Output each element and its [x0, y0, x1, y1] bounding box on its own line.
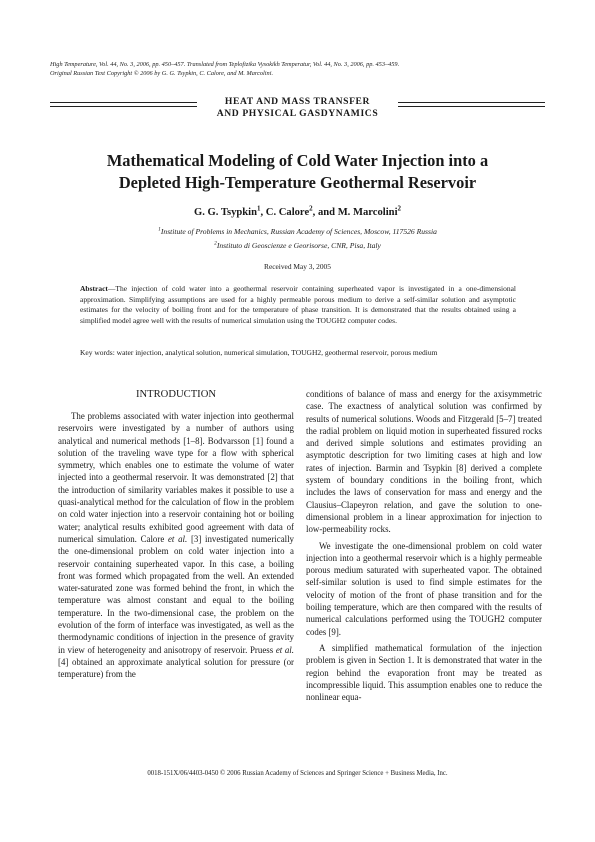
introduction-heading: INTRODUCTION	[135, 389, 217, 400]
paper-title-line-1: Mathematical Modeling of Cold Water Injection into a	[106, 151, 489, 170]
intro-paragraph-2: We investigate the one-dimensional problem on cold water injection into a geothermal reservoir which is a highly permeable porous medium saturated with superheated vapor. The obtained self-similar solution is used to find simple estimates for the velocity of motion of the front of phase transition and for the boiling temperature, which are then compared with the results of numerical calculations performed using the TOUGH2 computer codes [9].	[306, 540, 542, 637]
author-separator: ,	[260, 207, 266, 218]
author-1: G. G. Tsypkin	[193, 207, 257, 218]
intro-paragraph-1	[58, 410, 294, 681]
intro-paragraph-1-text: The problems associated with water injection into geothermal reservoirs were investigated by a number of authors using analytical and numerical methods [1–8]. Bodvarsson [1] found a solution of the traveling wave type for a flow with spherical symmetry, which enables one to estimate the volume of water injected into a geothermal reservoir. It was demonstrated [2] that the introduction of similarity variables makes it possible to use a quasi-analytical method for the calculation of flow in the problem on cold water injection into a reservoir containing hot or boiling water; analytical results exhibited good agreement with data of numerical simulation. Calore	[58, 411, 294, 544]
section-heading-line-2: AND PHYSICAL GASDYNAMICS	[216, 108, 379, 119]
keywords	[80, 348, 516, 359]
abstract	[80, 284, 516, 327]
intro-paragraph-3: A simplified mathematical formulation of the injection problem is given in Section 1. It is demonstrated that water in the region behind the evaporation front may be treated as incompressible liquid. This assumption enables one to reduce the nonlinear equa-	[306, 642, 542, 703]
affiliation-2-mark: 2	[214, 240, 217, 247]
intro-paragraph-1-continued: conditions of balance of mass and energy for the axisymmetric case. The exactness of analytical solution was confirmed by results of numerical solutions. Woods and Fitzgerald [5–7] treated the radial problem on liquid motion in superheated fissured rocks and derived simple solutions and estimates providing an asymptotic description for two limiting cases at high and low rates of injection. Barmin and Tsypkin [8] derived a complete system of boundary conditions in the boiling front, which includes the laws of conservation for mass and energy and the Clausius–Clapeyron relation, and gave the solution to one-dimensional problem in a linear approximation for injection to low-permeability rocks.	[306, 389, 542, 535]
author-1-affil-mark: 1	[257, 204, 261, 213]
affiliation-2-text: Instituto di Geoscienze e Georisorse, CNR, Pisa, Italy	[216, 241, 381, 250]
abstract-text: —The injection of cold water into a geothermal reservoir containing superheated vapor is investigated in a one-dimensional approximation. Simplifying assumptions are used for a highly permeable porous medium to derive a self-similar solution and asymptotic estimates for the velocity of boiling front and for the temperature of phase transition. It is demonstrated that the results obtained using a simplified model agree well with the results of numerical simulation using the TOUGH2 computer codes.	[80, 284, 516, 326]
intro-paragraph-1-text: [4] obtained an approximate analytical solution for pressure (or temperature) from the	[58, 656, 294, 680]
affiliation-1	[0, 226, 595, 237]
affiliation-2	[0, 240, 595, 251]
running-header-line-1: High Temperature, Vol. 44, No. 3, 2006, pp. 450–457. Translated from Teplofizika Vysokikh Temperatur, Vol. 44, No. 3, 2006, pp. 453–459.	[50, 61, 400, 68]
intro-paragraph-1-emphasis: et al.	[275, 644, 294, 655]
section-heading-line-1: HEAT AND MASS TRANSFER	[224, 96, 371, 107]
author-list	[0, 204, 595, 218]
intro-paragraph-1-emphasis: et al.	[167, 533, 188, 544]
copyright-footer: 0018-151X/06/4403-0450 © 2006 Russian Academy of Sciences and Springer Science + Business Media, Inc.	[147, 770, 448, 777]
running-header-line-2: Original Russian Text Copyright © 2006 by G. G. Tsypkin, C. Calore, and M. Marcolini.	[50, 70, 274, 77]
affiliation-1-text: Institute of Problems in Mechanics, Russian Academy of Sciences, Moscow, 117526 Russia	[160, 227, 437, 236]
paper-title-line-2: Depleted High-Temperature Geothermal Reservoir	[118, 173, 477, 192]
author-2-affil-mark: 2	[309, 204, 313, 213]
author-3-affil-mark: 2	[397, 204, 402, 213]
affiliation-1-mark: 1	[158, 226, 161, 233]
intro-paragraph-1-text: [3] investigated numerically the one-dimensional problem on cold water injection into a reservoir containing superheated vapor. In this case, a boiling front was formed which propagated from the well. An extended water-saturated zone was formed behind the front, in which the temperature was almost constant and equal to the boiling temperature. In the two-dimensional case, the problem on the evolution of the form of interface was investigated, as well as the thermodynamic conditions of injection in the presence of gravity in view of heterogeneity and anisotropy of reservoir. Pruess	[58, 533, 294, 655]
keywords-label: Key words:	[80, 348, 115, 357]
author-separator: , and	[312, 207, 338, 218]
author-3: M. Marcolini	[337, 207, 398, 218]
received-date: Received May 3, 2005	[264, 262, 331, 271]
abstract-label: Abstract	[80, 284, 108, 293]
paper-title	[40, 150, 555, 194]
keywords-text: water injection, analytical solution, numerical simulation, TOUGH2, geothermal reservoir, porous medium	[114, 348, 438, 357]
body-column-left	[58, 410, 294, 681]
body-column-right	[306, 388, 542, 703]
author-2: C. Calore	[265, 207, 310, 218]
